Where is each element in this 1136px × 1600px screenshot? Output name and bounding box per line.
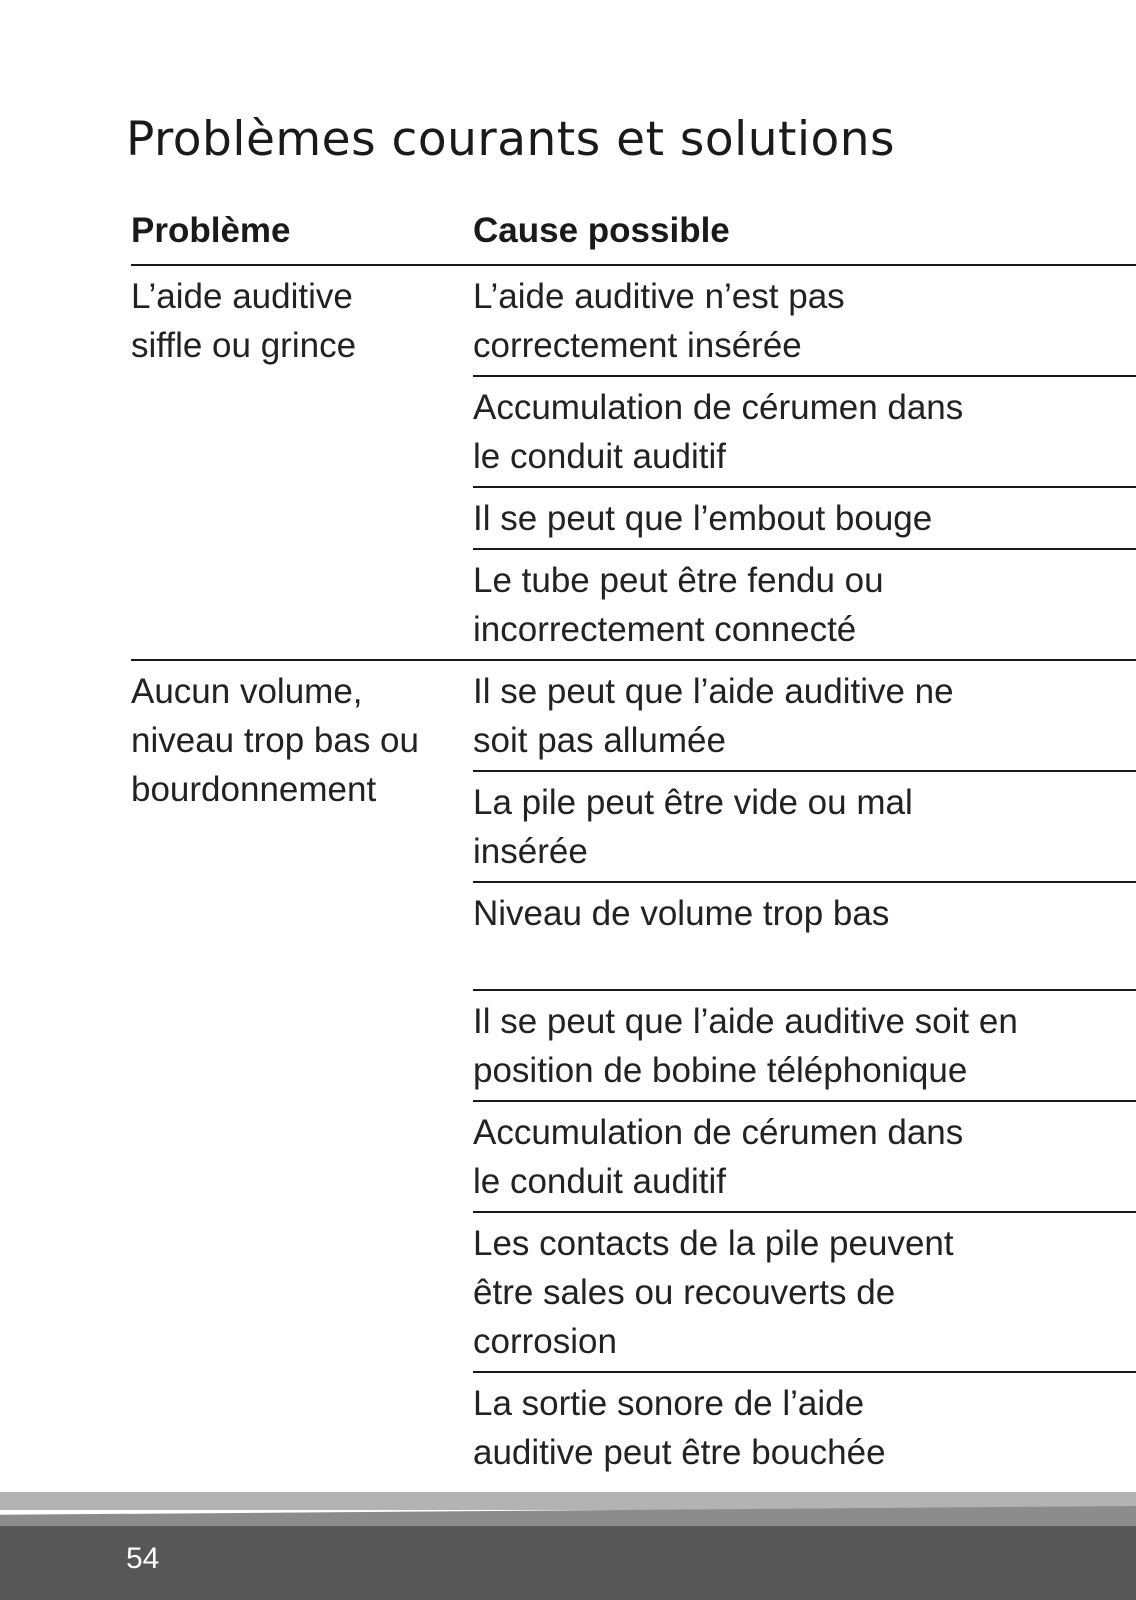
cause-cell: Accumulation de cérumen dans le conduit auditif bbox=[473, 377, 1136, 488]
problem-group bbox=[131, 266, 1136, 661]
cause-cell: Il se peut que l’aide auditive soit en position de bobine téléphonique bbox=[473, 991, 1136, 1102]
column-header-problem: Problème bbox=[131, 211, 291, 250]
problem-cell: L’aide auditive siffle ou grince bbox=[131, 277, 357, 365]
troubleshooting-table bbox=[131, 210, 1136, 1482]
cause-cell: L’aide auditive n’est pas correctement insérée bbox=[473, 266, 1136, 377]
problem-group bbox=[131, 661, 1136, 1482]
cause-cell: La sortie sonore de l’aide auditive peut être bouchée bbox=[473, 1384, 886, 1472]
column-header-cause: Cause possible bbox=[473, 211, 730, 250]
cause-cell: Accumulation de cérumen dans le conduit auditif bbox=[473, 1102, 1136, 1213]
cause-cell: Il se peut que l’aide auditive ne soit pas allumée bbox=[473, 661, 1136, 772]
table-header-row bbox=[131, 210, 1136, 266]
cause-cell: Niveau de volume trop bas bbox=[473, 883, 1136, 991]
footer-bar bbox=[0, 1526, 1136, 1600]
causes-column bbox=[473, 266, 1136, 659]
causes-column bbox=[473, 661, 1136, 1482]
cause-cell: Il se peut que l’embout bouge bbox=[473, 488, 1136, 550]
cause-cell: La pile peut être vide ou mal insérée bbox=[473, 772, 1136, 883]
page-number: 54 bbox=[126, 1542, 160, 1575]
problem-cell: Aucun volume, niveau trop bas ou bourdonnement bbox=[131, 672, 419, 809]
cause-cell: Les contacts de la pile peuvent être sales ou recouverts de corrosion bbox=[473, 1213, 1136, 1373]
page-title: Problèmes courants et solutions bbox=[126, 112, 896, 167]
footer-stripe-light bbox=[0, 1492, 1136, 1510]
cause-cell: Le tube peut être fendu ou incorrectement connecté bbox=[473, 561, 884, 649]
